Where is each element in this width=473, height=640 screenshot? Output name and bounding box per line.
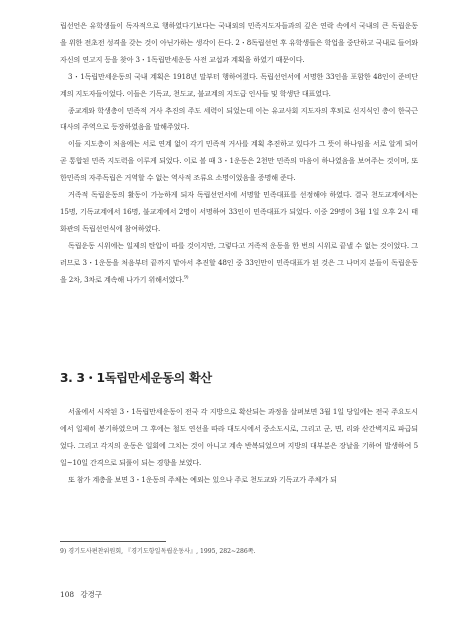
section-heading: 3. 3・1독립만세운동의 확산 xyxy=(60,371,212,385)
footnote-mark: 9) xyxy=(184,275,189,281)
paragraph-text: 독립운동 시위에는 일제의 탄압이 따를 것이지만, 그렇다고 거족적 운동을 한 번의 시위로 끝낼 수 없는 것이었다. 그러므로 3・1운동을 처음부터 끝까지 맡아서 추진할 48인 중 33인만이 민족대표가 된 것은 그 나머지 분들이 독립운동을 2차, 3차로 계속해 나가기 위해서였다. xyxy=(60,240,418,284)
paragraph: 3・1독립만세운동의 국내 계획은 1918년 말부터 행하여졌다. 독립선언서에 서명한 33인을 포함한 48인이 준비단계의 지도자들이었다. 이들은 기독교, 천도교, 불교계의 지도급 인사들 및 학생단 대표였다. xyxy=(60,71,418,98)
paragraph-with-footnote xyxy=(60,238,418,289)
paragraph: 립선언은 유학생들이 독자적으로 행하였다기보다는 국내외의 민족지도자들과의 깊은 연락 속에서 국내의 큰 독립운동을 위한 전초전 성격을 갖는 것이 아닌가하는 생각이 든다. 2・8독립선언 후 유학생들은 학업을 중단하고 국내로 들어와 자신의 연고지 등을 찾아 3・1독립만세운동 사전 교섭과 계획을 하였기 때문이다. xyxy=(60,21,418,64)
paragraph: 또 참가 계층을 보면 3・1운동의 주체는 예외는 있으나 주로 천도교와 기독교가 주체가 되 xyxy=(68,474,337,484)
page-folio xyxy=(60,589,102,600)
paragraph: 거족적 독립운동의 활동이 가능하게 되자 독립선언서에 서명할 민족대표를 선정해야 하였다. 결국 천도교계에서는 15명, 기독교계에서 16명, 불교계에서 2명이 서명하여 33인이 민족대표가 되었다. 이중 29명이 3월 1일 오후 2시 태화관의 독립선언식에 참여하였다. xyxy=(60,190,418,233)
section-one-body xyxy=(60,18,418,289)
footnote: 9) 경기도사편찬위원회, 『경기도항일독립운동사』, 1995, 282~286쪽. xyxy=(60,548,256,555)
paragraph: 서울에서 시작된 3・1독립만세운동이 전국 각 지방으로 확산되는 과정을 살펴보면 3월 1일 당일에는 전국 주요도시에서 일제히 봉기하였으며 그 후에는 철도 연선을 따라 대도시에서 중소도시로, 그리고 군, 면, 리와 산간벽지로 파급되었다. 그리고 각지의 운동은 일회에 그치는 것이 아니고 계속 반복되었으며 지방의 대부분은 장날을 기하여 발생하여 5일~10일 간격으로 되풀이 되는 경향을 보였다. xyxy=(60,407,418,467)
paragraph: 이들 지도층이 처음에는 서로 연계 없이 각기 민족적 거사를 계획 추진하고 있다가 그 뜻이 하나임을 서로 알게 되어 곧 통합된 민족 지도력을 이루게 되었다. 이로 볼 때 3・1운동은 2천만 민족의 마음이 하나였음을 보여주는 것이며, 또 한민족의 자주독립은 거역할 수 없는 역사적 조류요 소명이었음을 증명해 준다. xyxy=(60,139,418,183)
author-name: 강경구 xyxy=(80,590,102,599)
page-number: 108 xyxy=(60,590,75,599)
paragraph: 종교계와 학생층이 민족적 거사 추진의 주도 세력이 되었는데 이는 유교사회 지도자의 후퇴로 신지식인 층이 한국근대사의 주역으로 등장하였음을 말해주었다. xyxy=(60,105,418,132)
footnote-divider xyxy=(60,541,166,542)
section-two-body xyxy=(60,404,418,489)
